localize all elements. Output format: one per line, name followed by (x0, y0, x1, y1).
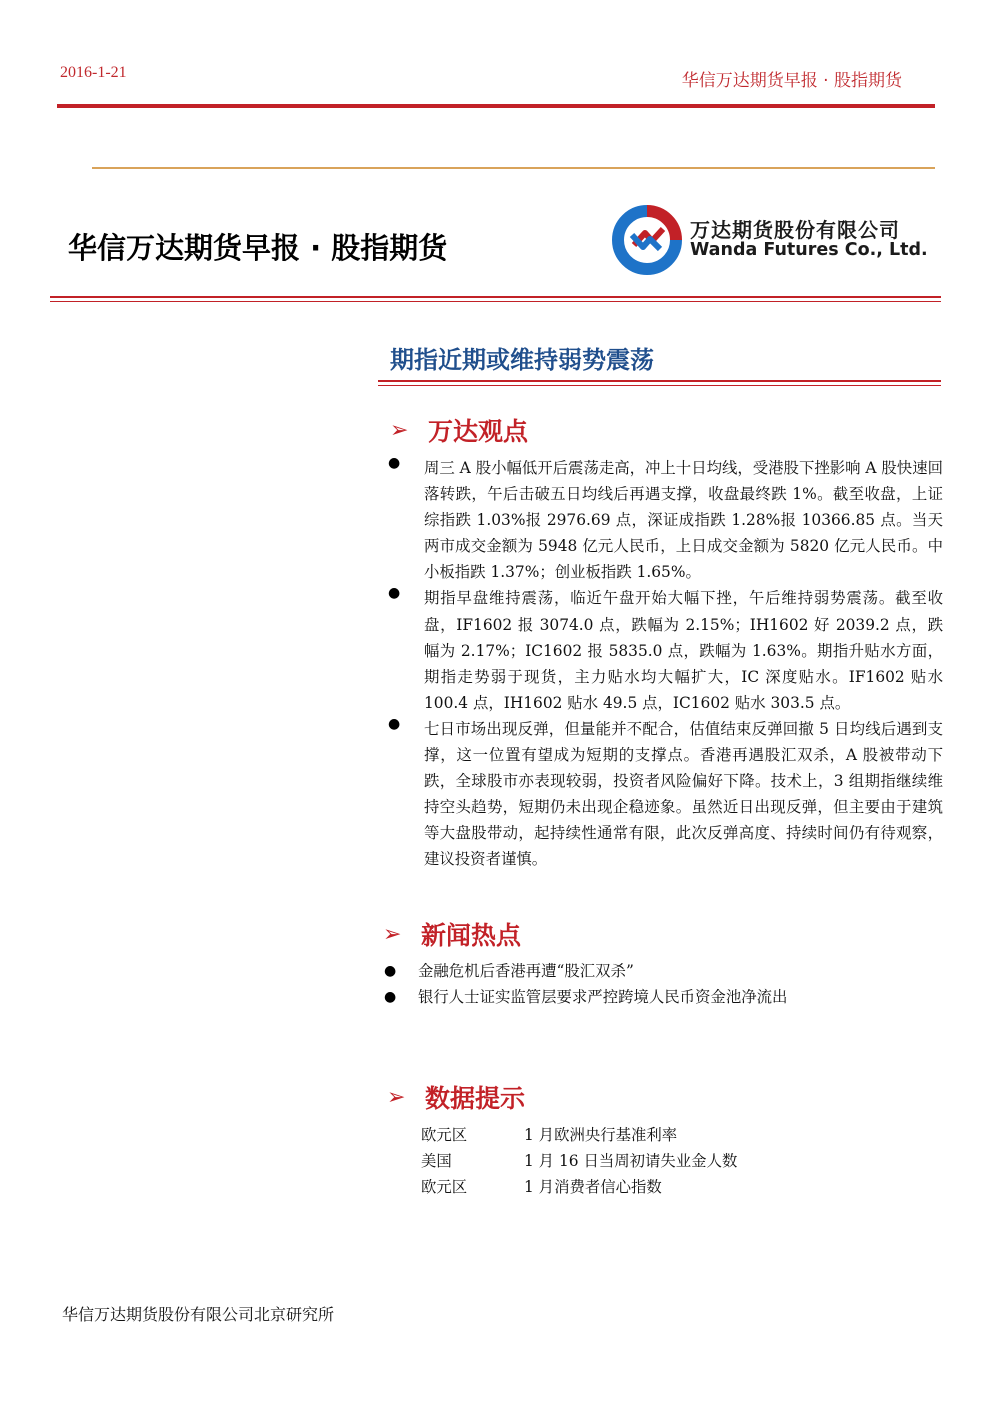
wanda-logo-icon (612, 205, 682, 275)
region-cell: 欧元区 (421, 1178, 468, 1196)
filled-circle-icon: ● (384, 989, 397, 1005)
logo-company-name-en: Wanda Futures Co., Ltd. (690, 240, 928, 260)
list-item (388, 716, 943, 873)
indicator-cell: 1 月欧洲央行基准利率 (524, 1126, 678, 1144)
report-title: 华信万达期货早报 · 股指期货 (68, 231, 448, 265)
view-paragraph-3: 七日市场出现反弹，但量能并不配合，估值结束反弹回撤 5 日均线后遇到支撑，这一位置有望成为短期的支撑点。香港再遇股汇双杀，A 股被带动下跌，全球股市亦表现较弱，投资者风险偏好下降。技术上，3 组期指继续维持空头趋势，短期仍未出现企稳迹象。虽然近日出现反弹，但主要由于建筑等大盘股带动，起持续性通常有限，此次反弹高度、持续时间仍有待观察，建议投资者谨慎。 (424, 719, 943, 869)
list-item (388, 455, 943, 585)
filled-circle-icon: ● (384, 963, 397, 979)
header-date: 2016-1-21 (60, 64, 127, 81)
title-rule-top (50, 296, 941, 298)
subtitle-rule-bottom (378, 385, 941, 386)
section-data-title: 数据提示 (425, 1084, 526, 1113)
indicator-cell: 1 月消费者信心指数 (524, 1178, 662, 1196)
header-running-title: 华信万达期货早报 · 股指期货 (681, 71, 902, 91)
section-news-heading (383, 916, 521, 952)
filled-circle-icon: ● (388, 455, 401, 471)
filled-circle-icon: ● (388, 585, 401, 602)
news-bullet-list (384, 958, 944, 1010)
table-row (421, 1122, 737, 1148)
view-bullet-list (388, 455, 943, 873)
report-subtitle: 期指近期或维持弱势震荡 (390, 346, 654, 374)
footer-institution: 华信万达期货股份有限公司北京研究所 (62, 1305, 335, 1324)
indicator-cell: 1 月 16 日当周初请失业金人数 (524, 1152, 738, 1170)
list-item (384, 984, 944, 1010)
filled-circle-icon: ● (388, 715, 401, 732)
header-rule (57, 104, 935, 108)
list-item (388, 585, 943, 715)
right-chevron-icon: ➢ (383, 921, 402, 947)
view-paragraph-2: 期指早盘维持震荡，临近午盘开始大幅下挫，午后维持弱势震荡。截至收盘，IF1602 报 3074.0 点，跌幅为 2.15%；IH1602 好 2039.2 点，跌幅为 2.17%；IC1602 报 5835.0 点，跌幅为 1.63%。期指升贴水方面，期指走势弱于现货，主力贴水均大幅扩大，IC 深度贴水。IF1602 贴水 100.4 点，IH1602 贴水 49.5 点，IC1602 贴水 303.5 点。 (424, 589, 943, 712)
list-item (384, 958, 944, 984)
subtitle-rule-top (378, 380, 941, 382)
news-item-1: 金融危机后香港再遭“股汇双杀” (418, 962, 634, 980)
section-data-heading (387, 1079, 525, 1115)
section-news-title: 新闻热点 (421, 921, 522, 950)
right-chevron-icon: ➢ (387, 1084, 406, 1110)
gold-divider (92, 167, 935, 169)
table-row (421, 1174, 737, 1200)
right-chevron-icon: ➢ (390, 417, 409, 443)
logo-company-name-cn: 万达期货股份有限公司 (690, 218, 900, 242)
table-row (421, 1148, 737, 1174)
news-item-2: 银行人士证实监管层要求严控跨境人民币资金池净流出 (418, 988, 788, 1006)
region-cell: 欧元区 (421, 1126, 468, 1144)
view-paragraph-1: 周三 A 股小幅低开后震荡走高，冲上十日均线，受港股下挫影响 A 股快速回落转跌，午后击破五日均线后再遇支撑，收盘最终跌 1%。截至收盘，上证综指跌 1.03%报 2976.69 点，深证成指跌 1.28%报 10366.85 点。当天两市成交金额为 5948 亿元人民币，上日成交金额为 5820 亿元人民币。中小板指跌 1.37%；创业板指跌 1.65%。 (424, 459, 943, 582)
data-calendar-table (421, 1122, 737, 1200)
section-view-heading (390, 412, 528, 448)
title-rule-bottom (50, 301, 941, 302)
region-cell: 美国 (421, 1152, 452, 1170)
section-view-title: 万达观点 (428, 417, 529, 446)
